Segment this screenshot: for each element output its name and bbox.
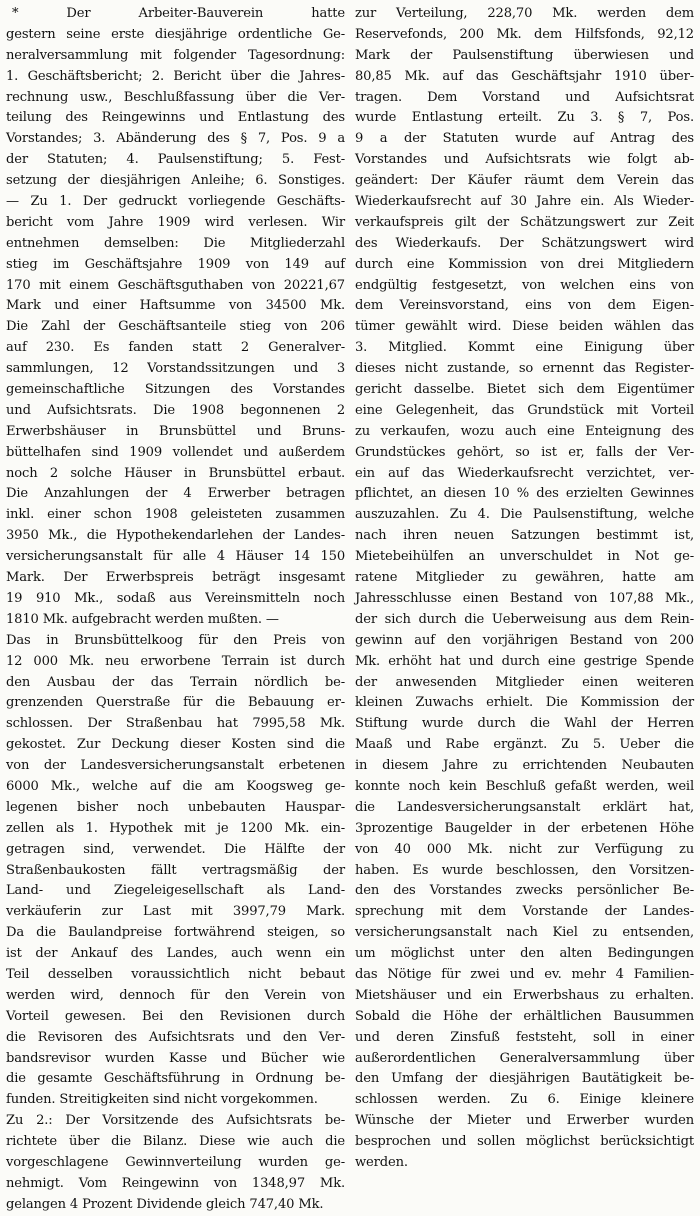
text-line: vorgeschlagene Gewinnverteilung wurden ge- (6, 1154, 345, 1170)
text-line: geändert: Der Käufer räumt dem Verein das (355, 173, 694, 189)
text-line: ein auf das Wiederkaufsrecht verzichtet, ver- (355, 465, 694, 481)
text-line: und deren Zinsfuß feststeht, soll in einer (355, 1029, 694, 1045)
text-line: — Zu 1. Der gedruckt vorliegende Geschäfts- (6, 194, 345, 210)
text-line: 3. Mitglied. Kommt eine Einigung über (355, 340, 694, 356)
text-line: gemeinschaftliche Sitzungen des Vorstandes (6, 382, 345, 398)
text-line: 80,85 Mk. auf das Geschäftsjahr 1910 über- (355, 68, 694, 84)
text-line: Straßenbaukosten fällt vertragsmäßig der (6, 862, 345, 878)
text-line: das Nötige für zwei und ev. mehr 4 Familien- (355, 966, 694, 982)
text-line: bericht vom Jahre 1909 wird verlesen. Wir (6, 214, 345, 230)
text-line: auszuzahlen. Zu 4. Die Paulsenstiftung, welche (355, 507, 694, 523)
text-line: Mietebeihülfen an unverschuldet in Not ge- (355, 549, 694, 565)
text-line: 19 910 Mk., sodaß aus Vereinsmitteln noch (6, 590, 345, 606)
text-line: Wünsche der Mieter und Erwerber wurden (355, 1113, 694, 1129)
text-line: setzung der diesjährigen Anleihe; 6. Sonstiges. (6, 173, 345, 189)
text-line: 6000 Mk., welche auf die am Koogsweg ge- (6, 778, 345, 794)
text-line: pflichtet, an diesen 10 % des erzielten Gewinnes (355, 486, 694, 502)
text-line: ist der Ankauf des Landes, auch wenn ein (6, 946, 345, 962)
text-line: Mark und einer Haftsumme von 34500 Mk. (6, 298, 345, 314)
text-line: Vorstandes; 3. Abänderung des § 7, Pos. 9 a (6, 131, 345, 147)
text-line: die Revisoren des Aufsichtsrats und den Ver- (6, 1029, 345, 1045)
text-line: werden wird, dennoch für den Verein von (6, 987, 345, 1003)
text-line: Mark. Der Erwerbspreis beträgt insgesamt (6, 570, 345, 586)
text-line: 12 000 Mk. neu erworbene Terrain ist durch (6, 653, 345, 669)
text-line: wurde Entlastung erteilt. Zu 3. § 7, Pos. (355, 110, 694, 126)
text-line: zellen als 1. Hypothek mit je 1200 Mk. ein- (6, 820, 345, 836)
text-line: die gesamte Geschäftsführung in Ordnung be- (6, 1071, 345, 1087)
text-line: versicherungsanstalt nach Kiel zu entsenden, (355, 925, 694, 941)
text-line: der sich durch die Ueberweisung aus dem Rein- (355, 611, 694, 627)
text-line: von 40 000 Mk. nicht zur Verfügung zu (355, 841, 694, 857)
text-line: Vorteil gewesen. Bei den Revisionen durch (6, 1008, 345, 1024)
text-line: Sobald die Höhe der erhältlichen Bausummen (355, 1008, 694, 1024)
text-line: schlossen. Der Straßenbau hat 7995,58 Mk. (6, 716, 345, 732)
text-line: des Wiederkaufs. Der Schätzungswert wird (355, 235, 694, 251)
text-line: Zu 2.: Der Vorsitzende des Aufsichtsrats be- (6, 1113, 345, 1129)
text-line: Jahresschlusse einen Bestand von 107,88 Mk., (355, 590, 694, 606)
text-line: in diesem Jahre zu errichtenden Neubauten (355, 758, 694, 774)
text-line: den Umfang der diesjährigen Bautätigkeit be- (355, 1071, 694, 1087)
text-line: endgültig festgesetzt, von welchen eins von (355, 277, 694, 293)
text-line: Da die Baulandpreise fortwährend steigen, so (6, 925, 345, 941)
text-line: der anwesenden Mitglieder einen weiteren (355, 674, 694, 690)
text-line: Reservefonds, 200 Mk. dem Hilfsfonds, 92,12 (355, 26, 694, 42)
text-line: außerordentlichen Generalversammlung über (355, 1050, 694, 1066)
text-line: haben. Es wurde beschlossen, den Vorsitzen- (355, 862, 694, 878)
text-line: auf 230. Es fanden statt 2 Generalver- (6, 340, 345, 356)
text-line: Erwerbshäuser in Brunsbüttel und Bruns- (6, 423, 345, 439)
text-line: sammlungen, 12 Vorstandssitzungen und 3 (6, 361, 345, 377)
text-line: um möglichst unter den alten Bedingungen (355, 946, 694, 962)
text-line: legenen bisher noch unbebauten Hauspar- (6, 799, 345, 815)
text-line: 1810 Mk. aufgebracht werden mußten. — (6, 611, 279, 627)
text-line: der Statuten; 4. Paulsenstiftung; 5. Fest- (6, 152, 345, 168)
text-line: Land- und Ziegeleigesellschaft als Land- (6, 883, 345, 899)
text-line: zur Verteilung, 228,70 Mk. werden dem (355, 6, 694, 21)
text-line: Grundstückes gehört, so ist er, falls der Ver- (355, 444, 694, 460)
text-line: dieses nicht zustande, so ernennt das Register- (355, 361, 694, 377)
text-line: Mietshäuser und ein Erwerbshaus zu erhalten. (355, 987, 694, 1003)
text-line: Mk. erhöht hat und durch eine gestrige Spende (355, 653, 694, 669)
text-line: von der Landesversicherungsanstalt erbetenen (6, 758, 345, 774)
text-line: teilung des Reingewinns und Entlastung des (6, 110, 345, 126)
text-line: Teil desselben voraussichtlich nicht bebaut (6, 966, 345, 982)
text-line: inkl. einer schon 1908 geleisteten zusammen (6, 507, 345, 523)
text-line: schlossen werden. Zu 6. Einige kleinere (355, 1092, 694, 1108)
text-line: Stiftung wurde durch die Wahl der Herren (355, 716, 694, 732)
text-line: * Der Arbeiter-Bauverein hatte (12, 6, 345, 21)
text-line: Wiederkaufsrecht auf 30 Jahre ein. Als Wieder- (355, 194, 694, 210)
text-line: verkaufspreis gilt der Schätzungswert zur Zeit (355, 214, 694, 230)
text-line: Die Zahl der Geschäftsanteile stieg von 206 (6, 319, 345, 335)
text-line: bandsrevisor wurden Kasse und Bücher wie (6, 1050, 345, 1066)
text-line: gericht dasselbe. Bietet sich dem Eigentümer (355, 382, 694, 398)
text-line: noch 2 solche Häuser in Brunsbüttel erbaut. (6, 465, 345, 481)
text-line: die Landesversicherungsanstalt erklärt hat, (355, 799, 694, 815)
text-line: nehmigt. Vom Reingewinn von 1348,97 Mk. (6, 1175, 345, 1191)
text-line: stieg im Geschäftsjahre 1909 von 149 auf (6, 256, 345, 272)
text-line: zu verkaufen, wozu auch eine Enteignung des (355, 423, 694, 439)
text-line: sprechung mit dem Vorstande der Landes- (355, 904, 694, 920)
text-line: Das in Brunsbüttelkoog für den Preis von (6, 632, 345, 648)
text-line: dem Vereinsvorstand, eins von dem Eigen- (355, 298, 694, 314)
text-column-left (6, 4, 345, 1212)
text-line: ratene Mitglieder zu gewähren, hatte am (355, 570, 694, 586)
text-line: versicherungsanstalt für alle 4 Häuser 14 150 (6, 549, 345, 565)
text-line: Die Anzahlungen der 4 Erwerber betragen (6, 486, 345, 502)
text-line: gestern seine erste diesjährige ordentliche Ge- (6, 26, 345, 42)
text-line: kleinen Zuwachs erhielt. Die Kommission der (355, 695, 694, 711)
text-line: durch eine Kommission von drei Mitgliedern (355, 256, 694, 272)
text-line: richtete über die Bilanz. Diese wie auch die (6, 1134, 345, 1150)
text-line: werden. (355, 1154, 408, 1170)
text-line: nach ihren neuen Satzungen bestimmt ist, (355, 528, 694, 544)
text-line: 170 mit einem Geschäftsguthaben von 20221,67 (6, 277, 345, 293)
text-line: entnehmen demselben: Die Mitgliederzahl (6, 235, 345, 251)
text-line: 3prozentige Baugelder in der erbetenen Höhe (355, 820, 694, 836)
text-line: tümer gewählt wird. Diese beiden wählen das (355, 319, 694, 335)
text-line: konnte noch kein Beschluß gefaßt werden, weil (355, 778, 694, 794)
text-line: verkäuferin zur Last mit 3997,79 Mark. (6, 904, 345, 920)
text-line: Vorstandes und Aufsichtsrats wie folgt ab- (355, 152, 694, 168)
text-line: 9 a der Statuten wurde auf Antrag des (355, 131, 694, 147)
text-line: Maaß und Rabe ergänzt. Zu 5. Ueber die (355, 737, 694, 753)
text-line: den des Vorstandes zwecks persönlicher Be- (355, 883, 694, 899)
text-line: besprochen und sollen möglichst berücksichtigt (355, 1134, 694, 1150)
text-line: Mark der Paulsenstiftung überwiesen und (355, 47, 694, 63)
text-line: den Ausbau der das Terrain nördlich be- (6, 674, 345, 690)
text-line: gewinn auf den vorjährigen Bestand von 200 (355, 632, 694, 648)
text-line: rechnung usw., Beschlußfassung über die Ver- (6, 89, 345, 105)
text-line: und Aufsichtsrats. Die 1908 begonnenen 2 (6, 402, 345, 418)
text-line: grenzenden Querstraße für die Bebauung er- (6, 695, 345, 711)
text-line: gekostet. Zur Deckung dieser Kosten sind die (6, 737, 345, 753)
text-line: eine Gelegenheit, das Grundstück mit Vorteil (355, 402, 694, 418)
text-line: funden. Streitigkeiten sind nicht vorgekommen. (6, 1092, 318, 1108)
text-line: gelangen 4 Prozent Dividende gleich 747,40 Mk. (6, 1196, 324, 1212)
text-line: tragen. Dem Vorstand und Aufsichtsrat (355, 89, 694, 105)
text-line: getragen sind, verwendet. Die Hälfte der (6, 841, 345, 857)
text-line: 3950 Mk., die Hypothekendarlehen der Landes- (6, 528, 345, 544)
text-line: büttelhafen sind 1909 vollendet und außerdem (6, 444, 345, 460)
text-line: 1. Geschäftsbericht; 2. Bericht über die Jahres- (6, 68, 345, 84)
text-column-right (355, 4, 694, 1170)
text-line: neralversammlung mit folgender Tagesordnung: (6, 47, 345, 63)
